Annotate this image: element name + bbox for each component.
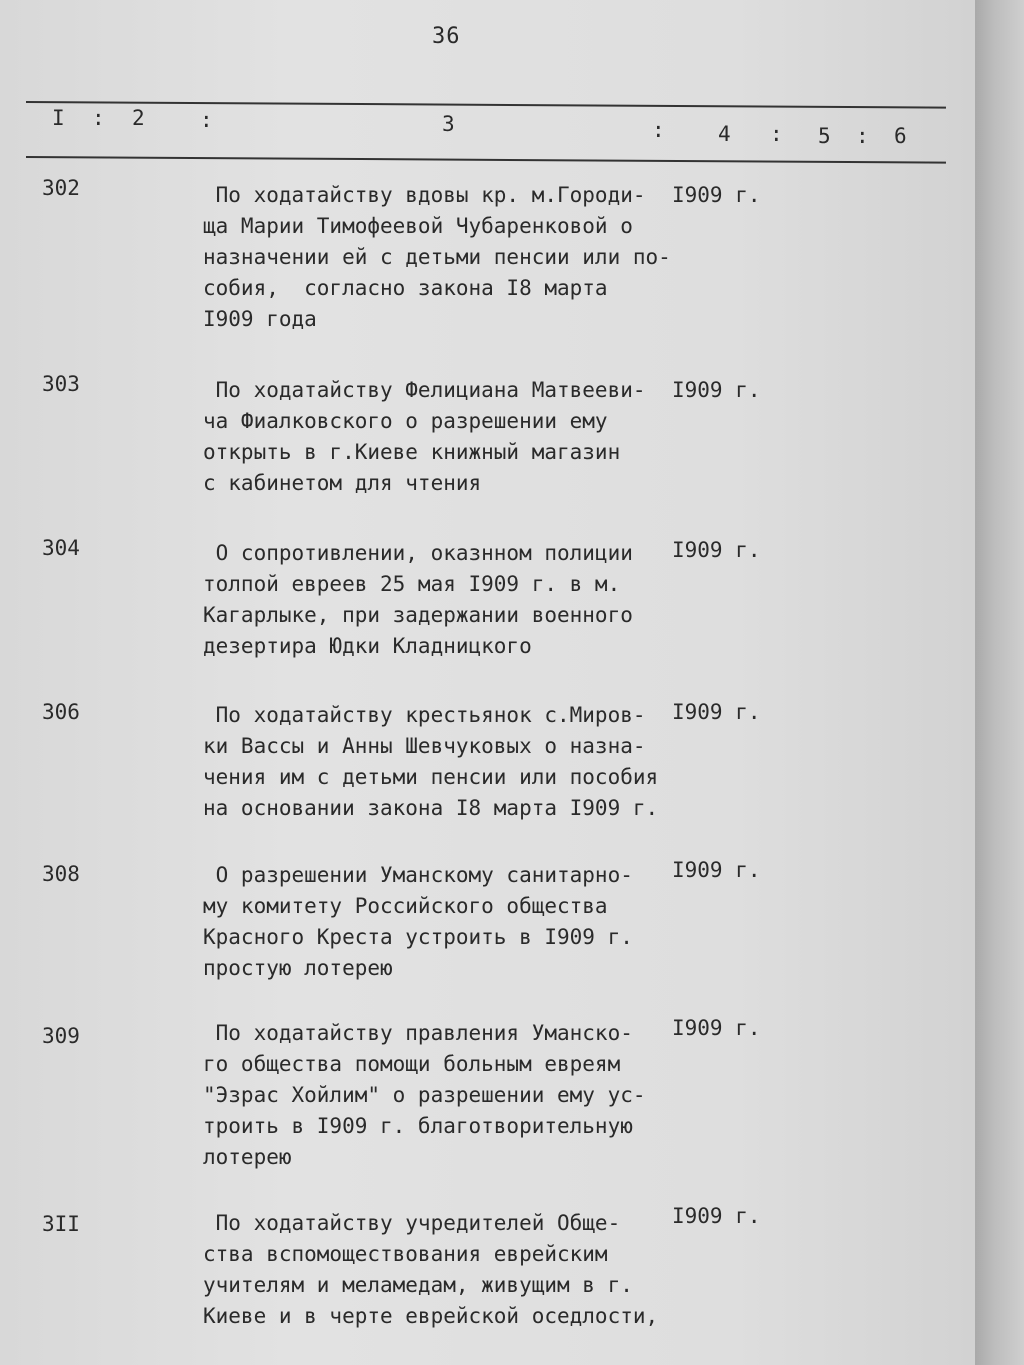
entry-description [203,1208,673,1332]
entry-line: го общества помощи больным евреям [203,1052,621,1076]
page-edge-shadow [975,0,1024,1365]
entry-description [203,1018,673,1173]
entry-description [203,700,673,824]
entry-description [203,180,673,335]
entry-line: Киеве и в черте еврейской оседлости, [203,1304,659,1328]
entry-line: дезертира Юдки Кладницкого [203,634,532,658]
column-header-1: I [52,106,65,130]
column-header-6: 6 [894,124,907,148]
entry-line: О сопротивлении, оказнном полиции [203,541,633,565]
entry-number: 308 [42,862,80,886]
column-separator: : [856,124,869,148]
column-header-4: 4 [718,122,731,146]
entry-number: 302 [42,176,80,200]
entry-line: лотерею [203,1145,292,1169]
column-separator: : [770,122,783,146]
entry-line: ства вспомоществования еврейским [203,1242,608,1266]
entry-date: I909 г. [672,700,761,724]
column-separator: : [200,108,213,132]
entry-number: 306 [42,700,80,724]
column-separator: : [652,118,665,142]
column-header-3: 3 [442,112,455,136]
entry-date: I909 г. [672,1016,761,1040]
column-header-2: 2 [132,106,145,130]
entry-line: толпой евреев 25 мая I909 г. в м. [203,572,621,596]
entry-line: Кагарлыке, при задержании военного [203,603,633,627]
entry-line: троить в I909 г. благотворительную [203,1114,633,1138]
entry-line: По ходатайству Фелициана Матвееви- [203,378,646,402]
entry-line: По ходатайству учредителей Обще- [203,1211,621,1235]
table-header-bottom-rule [26,156,946,164]
page-number: 36 [432,24,461,49]
entry-line: собия, согласно закона I8 марта [203,276,608,300]
entry-number: 309 [42,1024,80,1048]
entry-date: I909 г. [672,1204,761,1228]
entry-line: По ходатайству вдовы кр. м.Городи- [203,183,646,207]
entry-description [203,860,673,984]
entry-line: "Эзрас Хойлим" о разрешении ему ус- [203,1083,646,1107]
column-separator: : [92,106,105,130]
entry-description [203,538,673,662]
entry-line: с кабинетом для чтения [203,471,482,495]
entry-date: I909 г. [672,538,761,562]
entry-line: ча Фиалковского о разрешении ему [203,409,608,433]
entry-number: 3II [42,1212,80,1236]
entry-number: 303 [42,372,80,396]
entry-line: простую лотерею [203,956,393,980]
entry-line: на основании закона I8 марта I909 г. [203,796,659,820]
entry-line: Красного Креста устроить в I909 г. [203,925,633,949]
entry-line: открыть в г.Киеве книжный магазин [203,440,621,464]
entry-number: 304 [42,536,80,560]
entry-line: О разрешении Уманскому санитарно- [203,863,633,887]
entry-line: ки Вассы и Анны Шевчуковых о назна- [203,734,646,758]
entry-line: назначении ей с детьми пенсии или по- [203,245,671,269]
table-header-top-rule [26,101,946,109]
column-header-5: 5 [818,124,831,148]
entry-date: I909 г. [672,378,761,402]
entry-line: По ходатайству правления Уманско- [203,1021,633,1045]
entry-line: ща Марии Тимофеевой Чубаренковой о [203,214,633,238]
entry-line: му комитету Российского общества [203,894,608,918]
entry-line: чения им с детьми пенсии или пособия [203,765,659,789]
entry-line: I909 года [203,307,317,331]
entry-date: I909 г. [672,858,761,882]
entry-line: учителям и меламедам, живущим в г. [203,1273,633,1297]
entry-line: По ходатайству крестьянок с.Миров- [203,703,646,727]
entry-description [203,375,673,499]
entry-date: I909 г. [672,183,761,207]
